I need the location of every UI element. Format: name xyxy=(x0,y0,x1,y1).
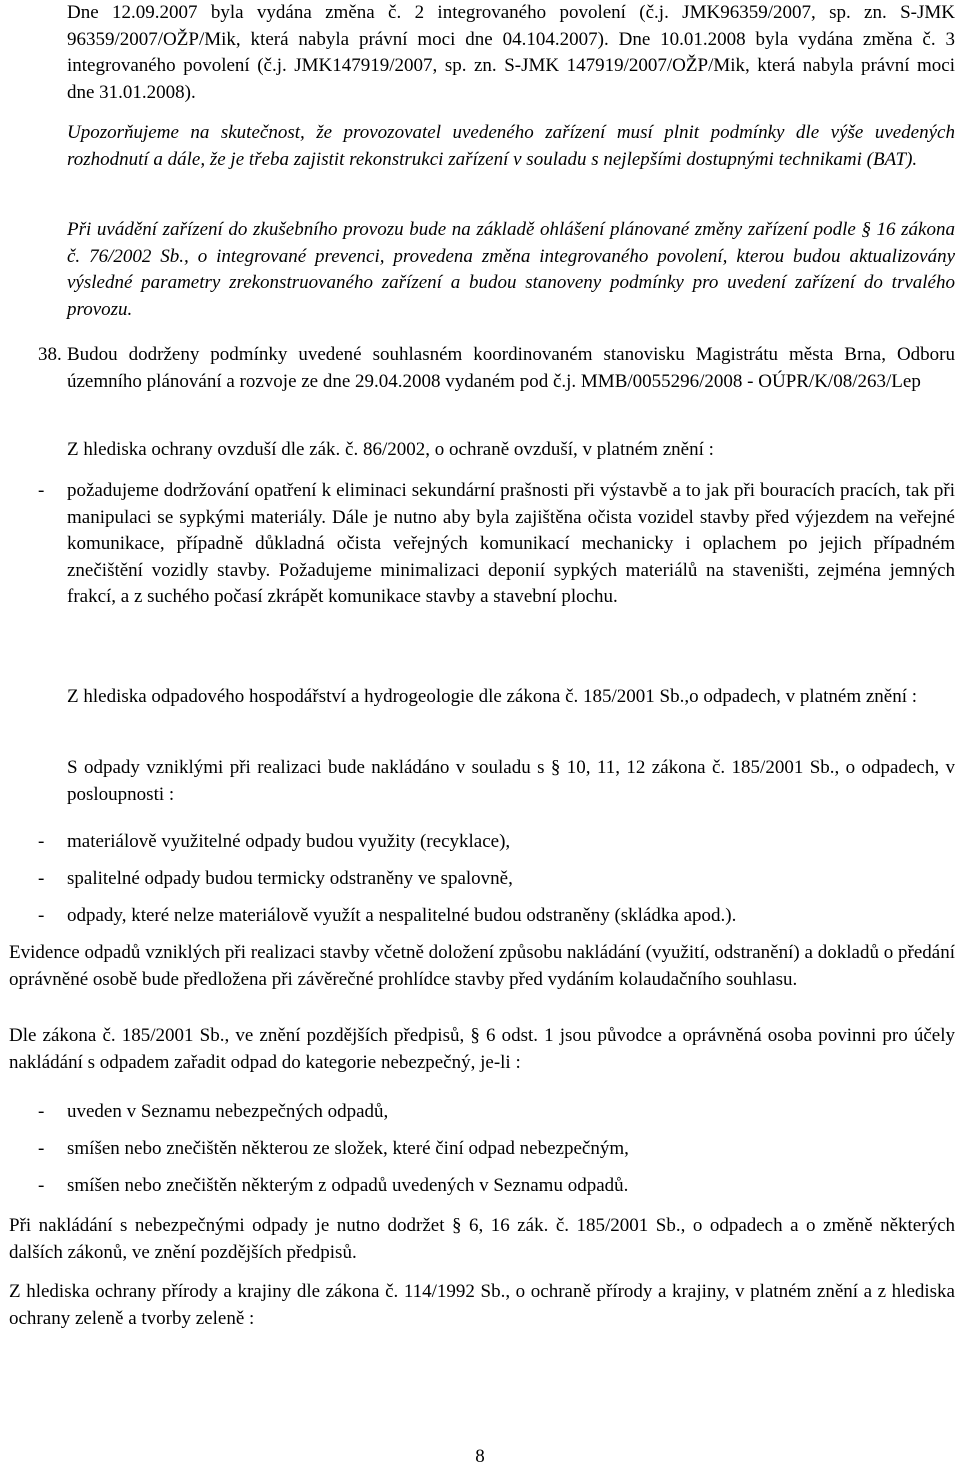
list-item-text: materiálově využitelné odpady budou využity (recyklace), xyxy=(67,831,511,852)
bat-notice-paragraph: Upozorňujeme na skutečnost, že provozovatel uvedeného zařízení musí plnit podmínky dle výše uvedených rozhodnutí a dále, že je třeba zajistit rekonstrukci zařízení v souladu s nejlepšími dostupnými technikami (BAT). xyxy=(67,122,955,170)
waste-management-heading: Z hlediska odpadového hospodářství a hydrogeologie dle zákona č. 185/2001 Sb.,o odpadech, v platném znění : xyxy=(67,686,918,707)
list-item-text: uveden v Seznamu nebezpečných odpadů, xyxy=(67,1101,389,1122)
item-text: Budou dodrženy podmínky uvedené souhlasném koordinovaném stanovisku Magistrátu města Brna, Odboru územního plánování a rozvoje ze dne 29.04.2008 vydaném pod č.j. MMB/0055296/2008 - OÚPR/K/08/263/Lep xyxy=(67,344,955,392)
list-dash: - xyxy=(38,905,45,926)
list-item-text: požadujeme dodržování opatření k eliminaci sekundární prašnosti při výstavbě a to jak při bouracích pracích, tak při manipulaci se sypkými materiály. Dále je nutno aby byla zajištěna očista vozidel stavby před výjezdem na veřejné komunikace, případně důkladná očista veřejných komunikací mechanicky i oplachem po jejich případném znečištění vozidly stavby. Požadujeme minimalizaci deponií sypkých materiálů na staveništi, zejména jemných frakcí, a z suchého počasí zkrápět komunikace stavby a stavební plochu. xyxy=(67,480,955,607)
list-dash: - xyxy=(38,1101,45,1122)
air-protection-heading: Z hlediska ochrany ovzduší dle zák. č. 86/2002, o ochraně ovzduší, v platném znění : xyxy=(67,439,714,460)
hazardous-handling-paragraph: Při nakládání s nebezpečnými odpady je nutno dodržet § 6, 16 zák. č. 185/2001 Sb., o odpadech a o změně některých dalších zákonů, ve znění pozdějších předpisů. xyxy=(9,1215,955,1263)
waste-handling-paragraph: S odpady vzniklými při realizaci bude nakládáno v souladu s § 10, 11, 12 zákona č. 185/2001 Sb., o odpadech, v posloupnosti : xyxy=(67,757,955,805)
hazardous-criteria-list xyxy=(38,1093,955,1204)
list-dash: - xyxy=(38,831,45,852)
list-item xyxy=(38,1093,955,1130)
hazardous-law-paragraph: Dle zákona č. 185/2001 Sb., ve znění pozdějších předpisů, § 6 odst. 1 jsou původce a oprávněná osoba povinni pro účely nakládání s odpadem zařadit odpad do kategorie nebezpečný, je-li : xyxy=(9,1025,955,1073)
list-item-text: odpady, které nelze materiálově využít a nespalitelné budou odstraněny (skládka apod.). xyxy=(67,905,737,926)
list-item xyxy=(38,860,955,897)
list-item-text: smíšen nebo znečištěn některou ze složek, které činí odpad nebezpečným, xyxy=(67,1138,629,1159)
list-item-text: spalitelné odpady budou termicky odstraněny ve spalovně, xyxy=(67,868,513,889)
list-dash: - xyxy=(38,480,45,501)
waste-evidence-paragraph: Evidence odpadů vzniklých při realizaci stavby včetně doložení způsobu nakládání (využití, odstranění) a dokladů o předání oprávněné osobě bude předložena při závěrečné prohlídce stavby před vydáním kolaudačního souhlasu. xyxy=(9,942,955,990)
list-item xyxy=(38,478,955,611)
condition-item-38 xyxy=(38,342,955,395)
list-item xyxy=(38,1167,955,1204)
waste-hierarchy-list xyxy=(38,823,955,934)
trial-operation-paragraph: Při uvádění zařízení do zkušebního provozu bude na základě ohlášení plánované změny zařízení podle § 16 zákona č. 76/2002 Sb., o integrované prevenci, provedena změna integrovaného povolení, kterou budou aktualizovány výsledné parametry zrekonstruovaného zařízení a budou stanoveny podmínky pro uvedení zařízení do trvalého provozu. xyxy=(67,219,955,320)
page-number: 8 xyxy=(475,1446,485,1467)
list-item xyxy=(38,1130,955,1167)
nature-protection-heading: Z hlediska ochrany přírody a krajiny dle zákona č. 114/1992 Sb., o ochraně přírody a krajiny, v platném znění a z hlediska ochrany zeleně a tvorby zeleně : xyxy=(9,1281,955,1329)
list-item-text: smíšen nebo znečištěn některým z odpadů uvedených v Seznamu odpadů. xyxy=(67,1175,629,1196)
list-item xyxy=(38,897,955,934)
list-dash: - xyxy=(38,1138,45,1159)
item-number: 38. xyxy=(38,344,62,365)
air-requirements-list xyxy=(38,478,955,611)
list-dash: - xyxy=(38,868,45,889)
list-dash: - xyxy=(38,1175,45,1196)
list-item xyxy=(38,823,955,860)
intro-paragraph: Dne 12.09.2007 byla vydána změna č. 2 integrovaného povolení (č.j. JMK96359/2007, sp. zn. S-JMK 96359/2007/OŽP/Mik, která nabyla právní moci dne 04.104.2007). Dne 10.01.2008 byla vydána změna č. 3 integrovaného povolení (č.j. JMK147919/2007, sp. zn. S-JMK 147919/2007/OŽP/Mik, která nabyla právní moci dne 31.01.2008). xyxy=(67,2,955,103)
